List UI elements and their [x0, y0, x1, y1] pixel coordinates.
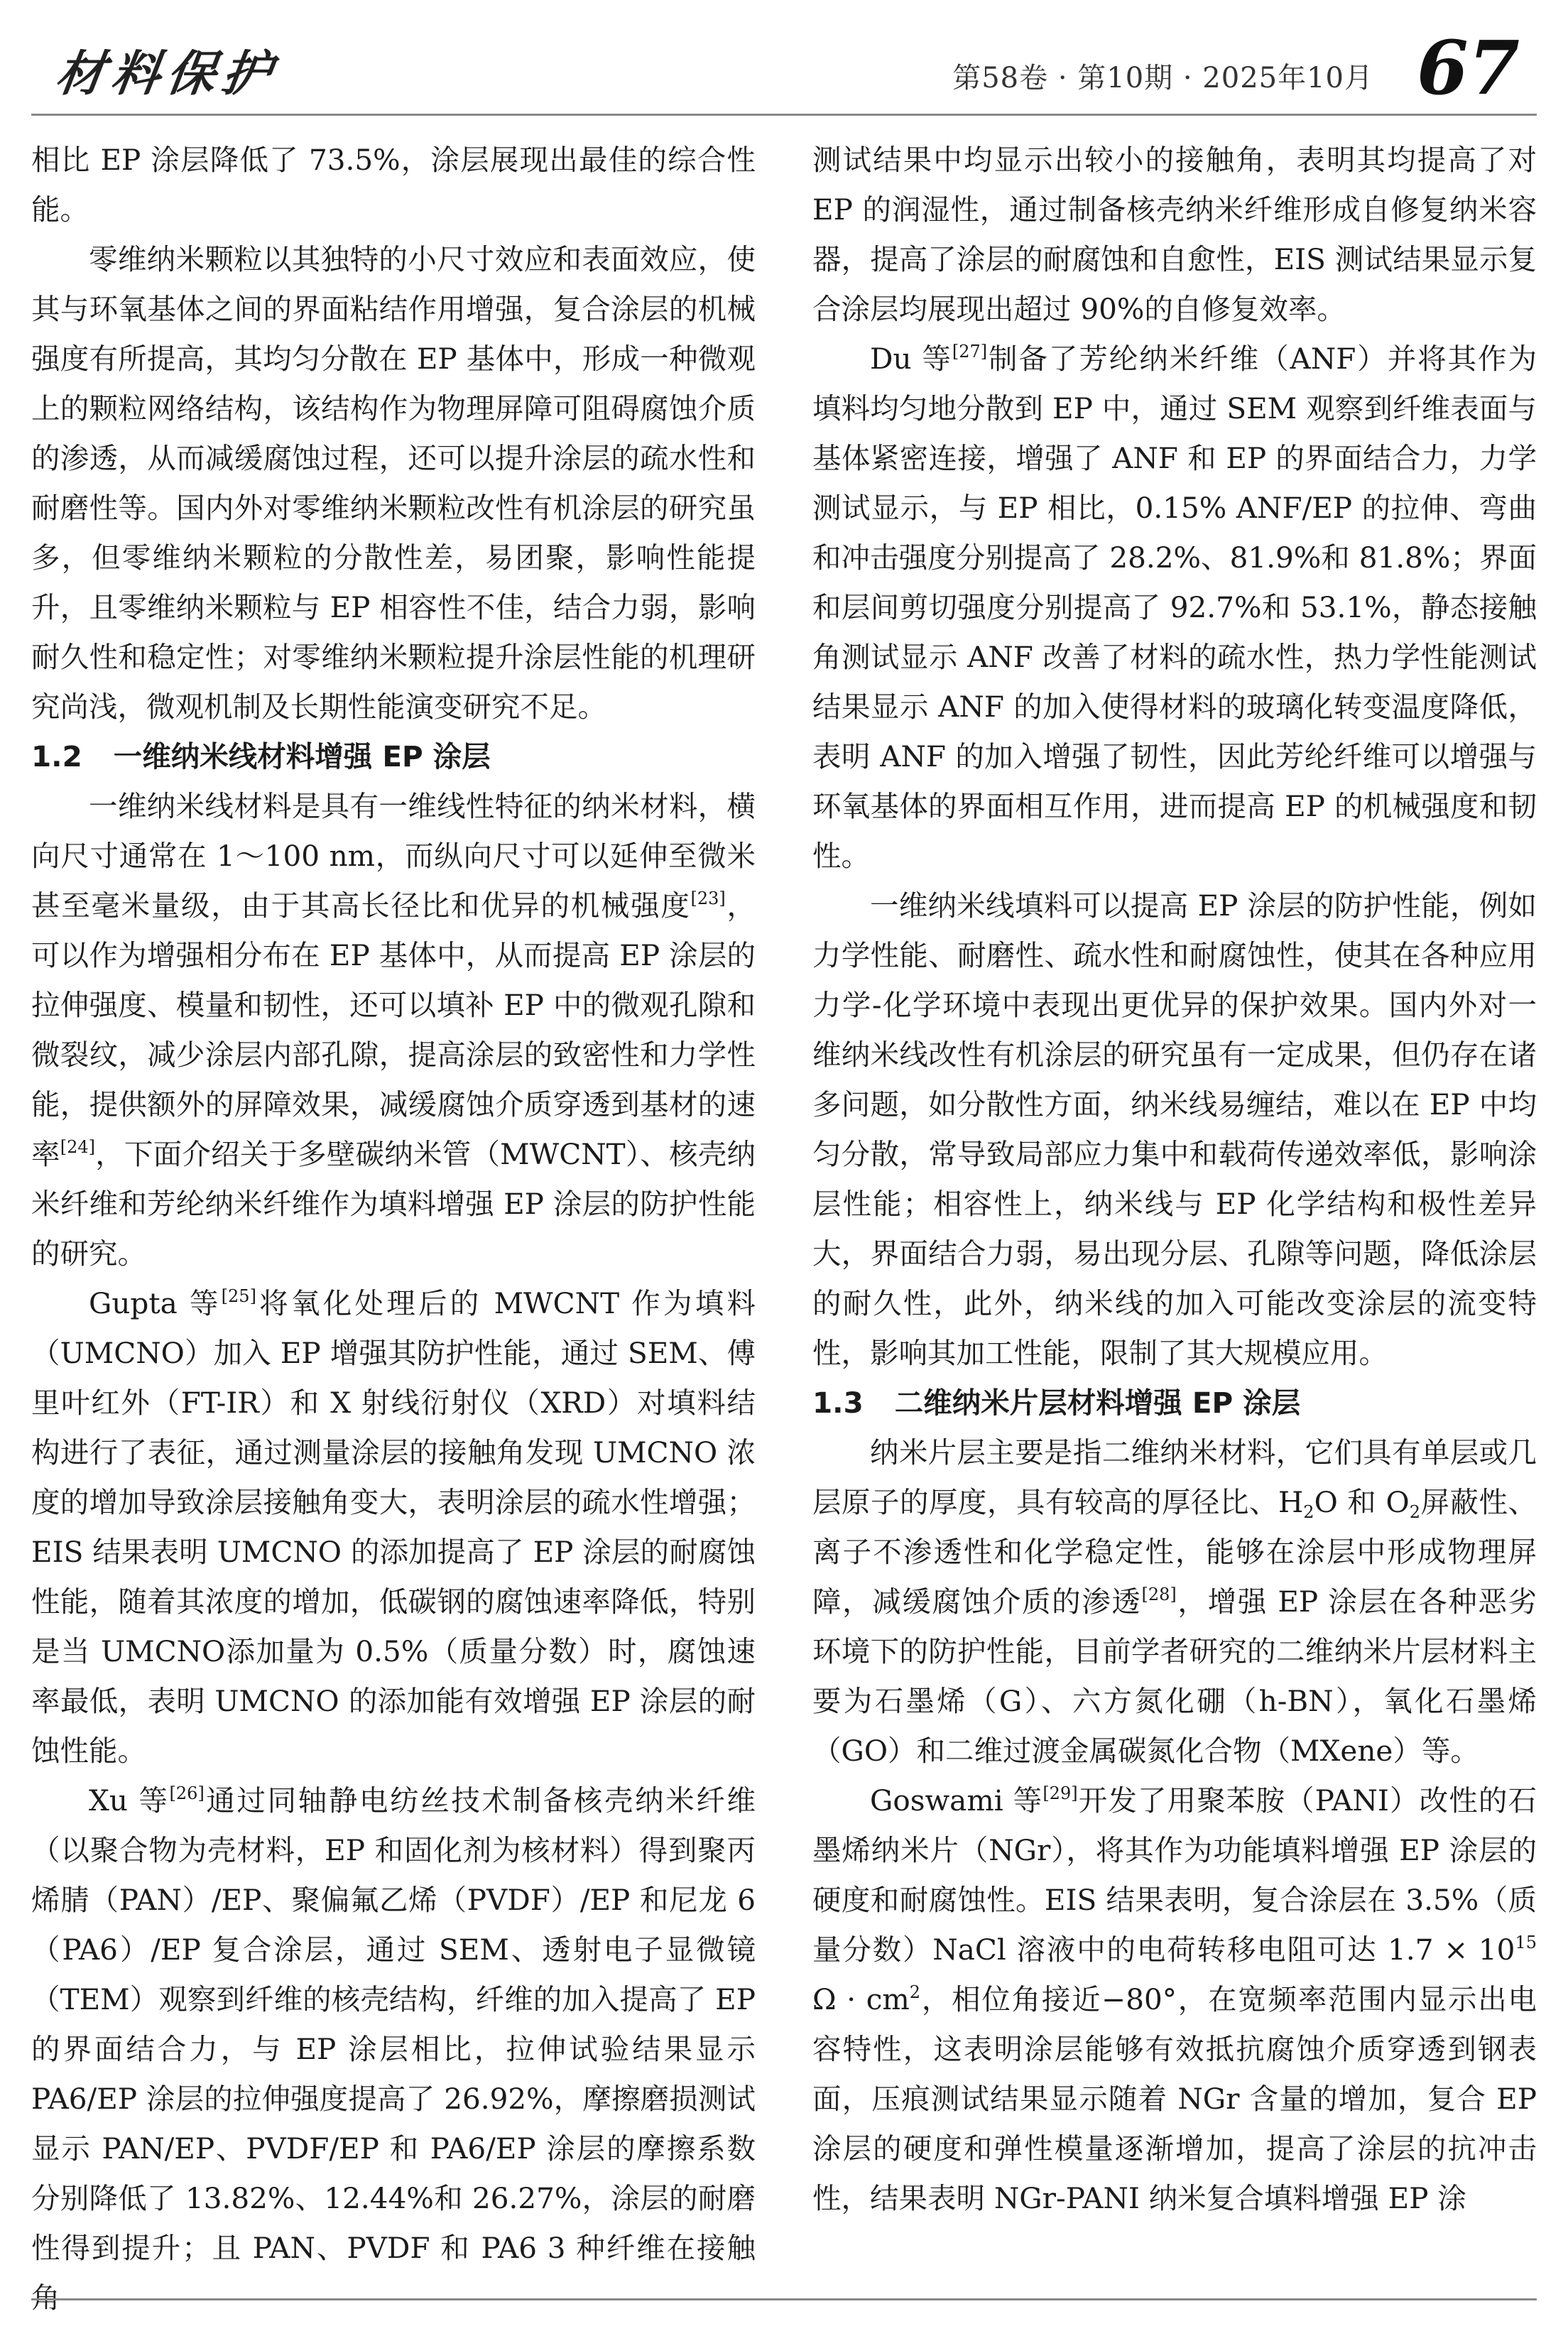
citation: [27] [952, 342, 988, 362]
paragraph: 一维纳米线填料可以提高 EP 涂层的防护性能，例如力学性能、耐磨性、疏水性和耐腐蚀性，使其在各种应用力学-化学环境中表现出更优异的保护效果。国内外对一维纳米线改性有机涂层的研究虽有一定成果，但仍存在诸多问题，如分散性方面，纳米线易缠结，难以在 EP 中均匀分散，常导致局部应力集中和载荷传递效率低，影响涂层性能；相容性上，纳米线与 EP 化学结构和极性差异大，界面结合力弱，易出现分层、孔隙等问题，降低涂层的耐久性，此外，纳米线的加入可能改变涂层的流变特性，影响其加工性能，限制了其大规模应用。 [812, 889, 1537, 1370]
paragraph: 测试结果中均显示出较小的接触角，表明其均提高了对 EP 的润湿性，通过制备核壳纳米纤维形成自修复纳米容器，提高了涂层的耐腐蚀和自愈性，EIS 测试结果显示复合涂层均展现出超过 90%的自修复效率。 [812, 143, 1537, 326]
citation: [26] [169, 1783, 205, 1803]
paragraph: 一维纳米线材料是具有一维线性特征的纳米材料，横向尺寸通常在 1～100 nm，而纵向尺寸可以延伸至微米甚至毫米量级，由于其高长径比和优异的机械强度[23]，可以作为增强相分布在 EP 基体中，从而提高 EP 涂层的拉伸强度、模量和韧性，还可以填补 EP 中的微观孔隙和微裂纹，减少涂层内部孔隙，提高涂层的致密性和力学性能，提供额外的屏障效果，减缓腐蚀介质穿透到基材的速率[24]，下面介绍关于多壁碳纳米管（MWCNT）、核壳纳米纤维和芳纶纳米纤维作为填料增强 EP 涂层的防护性能的研究。 [31, 789, 756, 1271]
citation: [25] [221, 1286, 256, 1306]
citation: [24] [60, 1137, 95, 1157]
left-column [31, 135, 756, 2322]
header-rule [31, 114, 1537, 116]
paragraph: 零维纳米颗粒以其独特的小尺寸效应和表面效应，使其与环氧基体之间的界面粘结作用增强，复合涂层的机械强度有所提高，其均匀分散在 EP 基体中，形成一种微观上的颗粒网络结构，该结构作为物理屏障可阻碍腐蚀介质的渗透，从而减缓腐蚀过程，还可以提升涂层的疏水性和耐磨性等。国内外对零维纳米颗粒改性有机涂层的研究虽多，但零维纳米颗粒的分散性差，易团聚，影响性能提升，且零维纳米颗粒与 EP 相容性不佳，结合力弱，影响耐久性和稳定性；对零维纳米颗粒提升涂层性能的机理研究尚浅，微观机制及长期性能演变研究不足。 [31, 242, 756, 724]
section-title: 一维纳米线材料增强 EP 涂层 [113, 739, 491, 773]
footer-rule [31, 2298, 1537, 2300]
section-heading-1-2 [31, 732, 756, 781]
paragraph: 纳米片层主要是指二维纳米材料，它们具有单层或几层原子的厚度，具有较高的厚径比、$H_2O$ 和 $O_2$屏蔽性、离子不渗透性和化学稳定性，能够在涂层中形成物理屏障，减缓腐蚀介质的渗透[28]，增强 EP 涂层在各种恶劣环境下的防护性能，目前学者研究的二维纳米片层材料主要为石墨烯（G）、六方氮化硼（h-BN），氧化石墨烯（GO）和二维过渡金属碳氮化合物（MXene）等。 [812, 1435, 1537, 1768]
page-header [31, 24, 1537, 112]
citation: [29] [1042, 1783, 1078, 1803]
paragraph: Xu 等[26]通过同轴静电纺丝技术制备核壳纳米纤维（以聚合物为壳材料，EP 和固化剂为核材料）得到聚丙烯腈（PAN）/EP、聚偏氟乙烯（PVDF）/EP 和尼龙 6（PA6）/EP 复合涂层，通过 SEM、透射电子显微镜（TEM）观察到纤维的核壳结构，纤维的加入提高了 EP 的界面结合力，与 EP 涂层相比，拉伸试验结果显示 PA6/EP 涂层的拉伸强度提高了 26.92%，摩擦磨损测试显示 PAN/EP、PVDF/EP 和 PA6/EP 涂层的摩擦系数分别降低了 13.82%、12.44%和 26.27%，涂层的耐磨性得到提升；且 PAN、PVDF 和 PA6 3 种纤维在接触角 [31, 1783, 756, 2315]
paragraph: Gupta 等[25]将氧化处理后的 MWCNT 作为填料（UMCNO）加入 EP 增强其防护性能，通过 SEM、傅里叶红外（FT-IR）和 X 射线衍射仪（XRD）对填料结构进行了表征，通过测量涂层的接触角发现 UMCNO 浓度的增加导致涂层接触角变大，表明涂层的疏水性增强；EIS 结果表明 UMCNO 的添加提高了 EP 涂层的耐腐蚀性能，随着其浓度的增加，低碳钢的腐蚀速率降低，特别是当 UMCNO添加量为 0.5%（质量分数）时，腐蚀速率最低，表明 UMCNO 的添加能有效增强 EP 涂层的耐蚀性能。 [31, 1286, 756, 1768]
journal-logo: 材料保护 [52, 45, 282, 102]
citation: [28] [1141, 1585, 1177, 1604]
paragraph: Goswami 等[29]开发了用聚苯胺（PANI）改性的石墨烯纳米片（NGr），将其作为功能填料增强 EP 涂层的硬度和耐腐蚀性。EIS 结果表明，复合涂层在 3.5%（质量分数）NaCl 溶液中的电荷转移电阻可达 $1.7 \times 10^{15}$ $\Omega \cdot cm^2$，相位角接近−80°，在宽频率范围内显示出电容特性，这表明涂层能够有效抵抗腐蚀介质穿透到钢表面，压痕测试结果显示随着 NGr 含量的增加，复合 EP 涂层的硬度和弹性模量逐渐增加，提高了涂层的抗冲击性，结果表明 NGr-PANI 纳米复合填料增强 EP 涂 [812, 1783, 1537, 2215]
citation: [23] [690, 889, 726, 908]
section-title: 二维纳米片层材料增强 EP 涂层 [894, 1386, 1301, 1420]
paragraph: 相比 EP 涂层降低了 73.5%，涂层展现出最佳的综合性能。 [31, 143, 756, 227]
issue-info: 第58卷 · 第10期 · 2025年10月 [952, 62, 1373, 94]
paragraph: Du 等[27]制备了芳纶纳米纤维（ANF）并将其作为填料均匀地分散到 EP 中，通过 SEM 观察到纤维表面与基体紧密连接，增强了 ANF 和 EP 的界面结合力，力学测试显示，与 EP 相比，0.15% ANF/EP 的拉伸、弯曲和冲击强度分别提高了 28.2%、81.9%和 81.8%；界面和层间剪切强度分别提高了 92.7%和 53.1%，静态接触角测试显示 ANF 改善了材料的疏水性，热力学性能测试结果显示 ANF 的加入使得材料的玻璃化转变温度降低，表明 ANF 的加入增强了韧性，因此芳纶纤维可以增强与环氧基体的界面相互作用，进而提高 EP 的机械强度和韧性。 [812, 342, 1537, 873]
right-column [812, 135, 1537, 2223]
section-heading-1-3 [812, 1378, 1537, 1428]
section-number: 1.2 [31, 739, 82, 773]
section-number: 1.3 [812, 1386, 864, 1420]
page-number: 67 [1417, 24, 1520, 112]
